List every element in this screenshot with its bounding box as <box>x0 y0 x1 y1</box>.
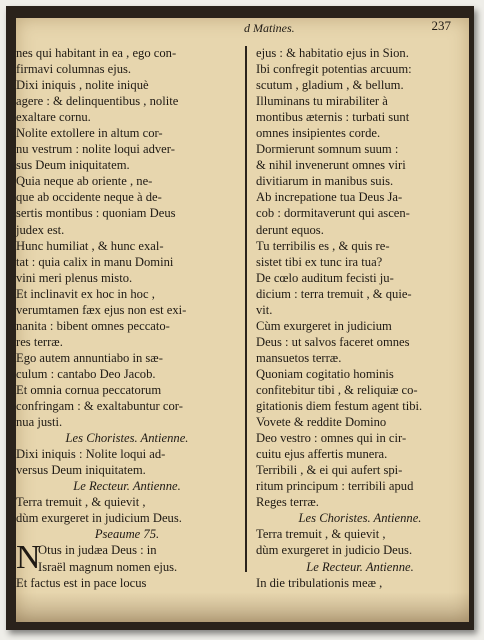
text-line: cob : dormitaverunt qui ascen- <box>256 206 410 221</box>
text-line: Reges terræ. <box>256 495 319 510</box>
text-line: In die tribulationis meæ , <box>256 575 383 590</box>
text-line: Deus : ut salvos faceret omnes <box>256 334 410 349</box>
text-line: mansuetos terræ. <box>256 350 342 365</box>
text-line: verumtamen fæx ejus non est exi- <box>16 302 187 317</box>
text-line: culum : cantabo Deo Jacob. <box>16 366 156 381</box>
text-line: dicium : terra tremuit , & quie- <box>256 286 412 301</box>
book-frame <box>6 6 474 630</box>
text-line: judex est. <box>16 222 65 237</box>
text-line: nua justi. <box>16 415 63 430</box>
column-divider <box>245 46 247 572</box>
text-line: dùm exurgeret in judicio Deus. <box>256 543 413 558</box>
text-line: De cœlo auditum fecisti ju- <box>256 270 394 285</box>
text-line: versus Deum iniquitatem. <box>16 463 146 478</box>
page-number: 237 <box>431 18 451 33</box>
text-line: & nihil invenerunt omnes viri <box>256 158 406 173</box>
text-line: derunt equos. <box>256 222 324 237</box>
drop-cap: N <box>16 539 41 577</box>
book-page <box>16 18 469 622</box>
text-line: Cùm exurgeret in judicium <box>256 318 392 333</box>
text-line: Quia neque ab oriente , ne- <box>16 174 153 189</box>
text-line: tat : quia calix in manu Domini <box>16 254 174 269</box>
text-line: Hunc humiliat , & hunc exal- <box>16 238 164 253</box>
text-line: vini meri plenus misto. <box>16 270 133 285</box>
text-line: Illuminans tu mirabiliter à <box>256 94 388 109</box>
text-line: Dixi iniquis , nolite iniquè <box>16 78 149 93</box>
text-line: divitiarum in manibus suis. <box>256 174 394 189</box>
text-line: firmavi columnas ejus. <box>16 62 132 77</box>
text-line: nu vestrum : nolite loqui adver- <box>16 142 175 157</box>
text-line: Dixi iniquis : Nolite loqui ad- <box>16 447 166 462</box>
text-line: Ab increpatione tua Deus Ja- <box>256 190 403 205</box>
rubric-heading: Le Recteur. Antienne. <box>306 559 414 574</box>
text-line: scutum , gladium , & bellum. <box>256 78 404 93</box>
page-shadow <box>16 592 469 622</box>
rubric-heading: Les Choristes. Antienne. <box>65 431 189 446</box>
rubric-heading: Les Choristes. Antienne. <box>298 511 422 526</box>
text-line: ejus : & habitatio ejus in Sion. <box>256 46 409 60</box>
text-line: nes qui habitant in ea , ego con- <box>16 46 177 60</box>
text-line: agere : & delinquentibus , nolite <box>16 94 179 109</box>
text-line: que ab occidente neque à de- <box>16 190 162 205</box>
text-line: sertis montibus : quoniam Deus <box>16 206 176 221</box>
text-line: vit. <box>256 302 273 317</box>
text-line: omnes insipientes corde. <box>256 126 381 141</box>
text-line: Dormierunt somnum suum : <box>256 142 399 157</box>
text-line: Ibi confregit potentias arcuum: <box>256 62 412 77</box>
text-line: Terra tremuit , & quievit , <box>16 495 146 510</box>
text-line: Quoniam cogitatio hominis <box>256 366 394 381</box>
text-line: Terra tremuit , & quievit , <box>256 527 386 542</box>
text-line: confringam : & exaltabuntur cor- <box>16 399 183 414</box>
text-line: Deo vestro : omnes qui in cir- <box>256 431 407 446</box>
text-line: Et factus est in pace locus <box>16 575 147 590</box>
text-line: cuitu ejus affertis munera. <box>256 447 388 462</box>
text-line: Otus in judæa Deus : in <box>38 543 157 558</box>
text-line: Israël magnum nomen ejus. <box>38 559 178 574</box>
text-line: Et inclinavit ex hoc in hoc , <box>16 286 155 301</box>
left-column <box>16 45 238 591</box>
text-line: montibus æternis : turbati sunt <box>256 110 410 125</box>
psalm-heading: Pseaume 75. <box>94 527 160 542</box>
text-line: sus Deum iniquitatem. <box>16 158 130 173</box>
text-line: confitebitur tibi , & reliquiæ co- <box>256 382 418 397</box>
text-line: Ego autem annuntiabo in sæ- <box>16 350 163 365</box>
running-head: d Matines. <box>244 21 295 35</box>
text-line: exaltare cornu. <box>16 110 91 125</box>
text-line: Vovete & reddite Domino <box>256 415 387 430</box>
text-line: nanita : bibent omnes peccato- <box>16 318 170 333</box>
text-line: gitationis diem festum agent tibi. <box>256 399 423 414</box>
text-line: ritum principum : terribili apud <box>256 479 414 494</box>
text-line: dùm exurgeret in judicium Deus. <box>16 511 182 526</box>
text-line: sistet tibi ex tunc ira tua? <box>256 254 383 269</box>
right-column <box>256 45 464 591</box>
text-line: Nolite extollere in altum cor- <box>16 126 163 141</box>
text-line: Tu terribilis es , & quis re- <box>256 238 390 253</box>
text-line: res terræ. <box>16 334 63 349</box>
rubric-heading: Le Recteur. Antienne. <box>73 479 181 494</box>
text-line: Terribili , & ei qui aufert spi- <box>256 463 403 478</box>
text-line: Et omnia cornua peccatorum <box>16 382 162 397</box>
